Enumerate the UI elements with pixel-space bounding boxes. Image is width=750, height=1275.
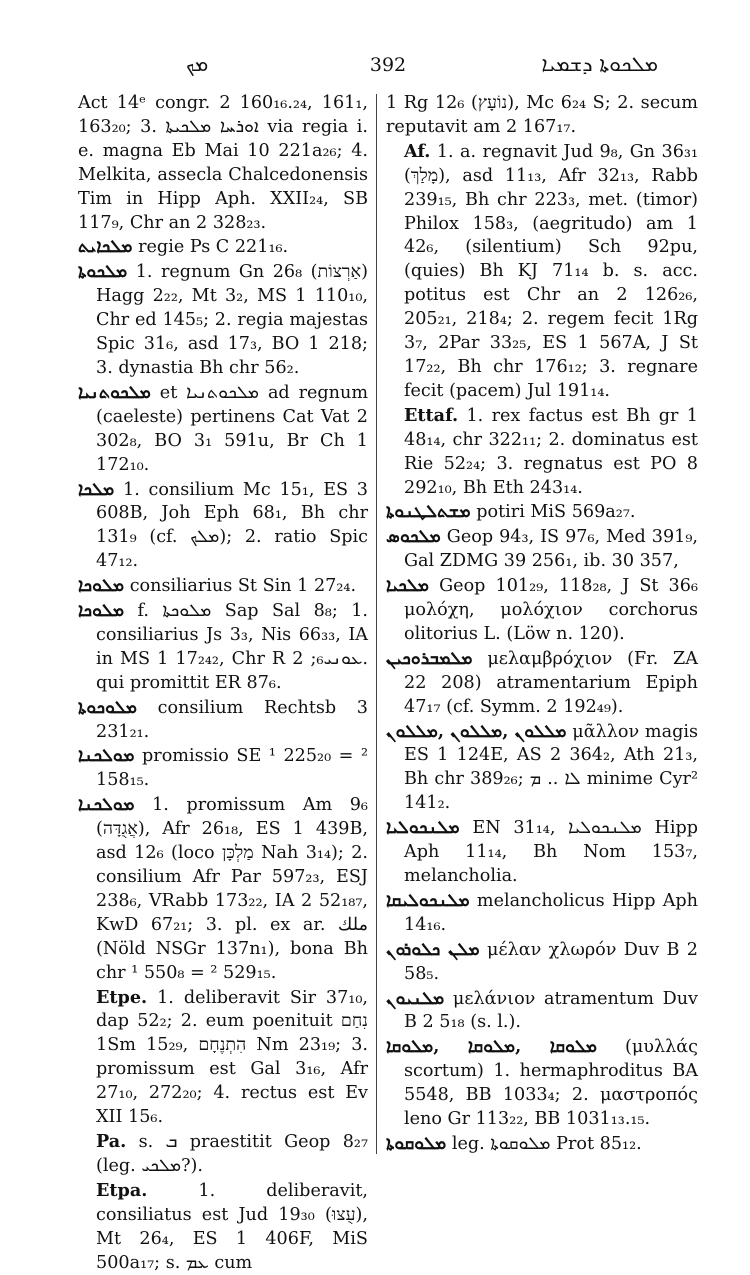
- entry-text: (μυλλάς scortum) 1. hermaphroditus BA 5548, BB 1033₄; 2. μαστροπός leno Gr 113₂₂, BB 1031₁₃.₁₅.: [404, 1037, 699, 1130]
- right-column: [386, 92, 698, 1157]
- dictionary-entry: [78, 574, 368, 599]
- dictionary-entry: [386, 574, 698, 647]
- entry-text: consiliarius St Sin 1 27₂₄.: [129, 576, 357, 597]
- entry-stem-label: Af.: [404, 140, 431, 162]
- entry-text: 1. deliberavit Sir 37₁₀, dap 52₂; 2. eum poenituit נִחַם 1Sm 15₂₉, הִתְנֶחָם Nm 23₁₉; 3. promissum est Gal 3₁₆, Afr 27₁₀, 272₂₀; 4. rectus est Ev XII 15₆.: [96, 987, 368, 1128]
- entry-headword: ܡܠܟܘܬܢܝܐ: [78, 381, 151, 403]
- entry-headword: ܡܠܘܩܘܬܐ: [386, 1132, 447, 1154]
- dictionary-entry: [386, 500, 698, 525]
- entry-text: Act 14ᵉ congr. 2 160₁₆.₂₄, 161₁, 163₂₀; 3. ܐܘܪܚܐ ܡܠܟܝܬܐ via regia i. e. magna Eb Mai 10 221a₂₆; 4. Melkita, assecla Chalcedonensis Tim in Hipp Aph. XXII₂₄, SB 117₉, Chr an 2 328₂₃.: [78, 93, 368, 233]
- entry-headword: ܡܠܟܐ: [78, 478, 115, 500]
- dictionary-entry: [78, 260, 368, 381]
- entry-text: 1. deliberavit, consiliatus est Jud 19₃₀ (עֻצוּ), Mt 26₄, ES 1 406F, MiS 500a₁₇; s. ܥܡ cum: [96, 1180, 368, 1273]
- entry-headword: ܡܫܬܠܛܢܘܬܐ: [386, 501, 471, 523]
- dictionary-entry: [78, 986, 368, 1130]
- dictionary-entry: [78, 92, 368, 235]
- entry-headword: ܡܠܢܟܘܠܝܐ: [386, 817, 460, 839]
- entry-text: s. ܒ praestitit Geop 8₂₇ (leg. ܡܠܟܝ?).: [96, 1131, 369, 1176]
- entry-headword: ܡܠܠܘܢ ,ܡܠܠܘܢ ,ܡܠܠܘܢ: [386, 720, 567, 742]
- entry-headword: ܡܠܟܘܣ: [386, 526, 441, 548]
- dictionary-entry: [78, 1130, 368, 1179]
- dictionary-entry: [386, 938, 698, 987]
- entry-text: 1. a. regnavit Jud 9₈, Gn 36₃₁ (מָלַךְ), asd 11₁₃, Afr 32₁₃, Rabb 239₁₅, Bh chr 223₃, met. (timor) Philox 158₃, (aegritudo) am 1 42₆, (silentium) Sch 92pu, (quies) Bh KJ 71₁₄ b. s. acc. potitus est Chr an 2 126₂₆, 205₂₁, 218₄; 2. regem fecit 1Rg 3₇, 2Par 33₂₅, ES 1 567A, J St 17₂₂, Bh chr 176₁₂; 3. regnare fecit (pacem) Jul 191₁₄.: [404, 141, 698, 401]
- entry-text: μᾶλλον magis ES 1 124E, AS 2 364₂, Ath 21₃, Bh chr 389₂₆; ܠܐ .. ܡ minime Cyr² 141₂.: [404, 721, 699, 814]
- dictionary-entry: [386, 816, 698, 889]
- entry-headword: ܡܘܠܟܢܐ: [78, 794, 135, 816]
- entry-headword: ܡܠܘܟܐ: [78, 600, 125, 622]
- dictionary-entry: [78, 381, 368, 478]
- entry-text: Geop 94₃, IS 97₆, Med 391₉, Gal ZDMG 39 256₁, ib. 30 357,: [404, 527, 698, 572]
- dictionary-entry: [386, 1132, 698, 1157]
- entry-text: 1. promissum Am 9₆ (אֲגֻדָּה), Afr 26₁₈, ES 1 439B, asd 12₆ (loco מַלְכָּן Nah 3₁₄); 2. consilium Afr Par 597₂₃, ESJ 238₆, VRabb 173₂₂, IA 2 52₁₈₇, KwD 67₂₁; 3. pl. ex ar. ملك (Nöld NSGr 137n₁), bona Bh chr ¹ 550₈ = ² 529₁₅.: [96, 795, 368, 983]
- entry-text: f. ܡܠܘܟܬܐ Sap Sal 8₈; 1. consiliarius Js 3₃, Nis 66₃₃, IA in MS 1 17₂₄₂, Chr R ܥܘܢܝ₆; 2. qui promittit ER 87₆.: [96, 601, 368, 693]
- entry-text: 1. regnum Gn 26₈ (אַרְצוֹת) Hagg 2₂₂, Mt 3₂, MS 1 110₁₀, Chr ed 145₅; 2. regia majestas Spic 31₆, asd 17₃, BO 1 218; 3. dynastia Bh chr 56₂.: [96, 262, 368, 378]
- running-header: [78, 52, 698, 82]
- dictionary-entry: [386, 525, 698, 574]
- entry-text: consilium Rechtsb 3 231₂₁.: [96, 697, 368, 742]
- dictionary-entry: [78, 696, 368, 745]
- entry-text: EN 31₁₄, ܡܠܢܟܘܠܝܐ Hipp Aph 11₁₄, Bh Nom 153₇, melancholia.: [404, 818, 699, 886]
- dictionary-entry: [386, 889, 698, 938]
- entry-text: leg. ܡܠܘܩܘܬܐ Prot 85₁₂.: [451, 1133, 642, 1154]
- dictionary-entry: [386, 92, 698, 140]
- header-left-syriac: ܡܟ: [186, 52, 209, 76]
- dictionary-entry: [78, 1179, 368, 1275]
- dictionary-entry: [386, 1035, 698, 1132]
- entry-headword: ܡܠܡܒܪܘܟܝܢ: [386, 647, 473, 669]
- entry-text: 1. rex factus est Bh gr 1 48₁₄, chr 322₁₁; 2. dominatus est Rie 52₂₄; 3. regnatus est PO 8 292₁₀, Bh Eth 243₁₄.: [404, 405, 698, 498]
- header-right-syriac: ܡܠܟܘܬܐ ܕܫܡܝܐ: [541, 52, 658, 76]
- entry-stem-label: Etpe.: [96, 986, 148, 1008]
- dictionary-entry: [386, 987, 698, 1036]
- entry-headword: ܡܠܘܟܘܬܐ: [78, 696, 138, 718]
- dictionary-entry: [386, 647, 698, 720]
- entry-headword: ܡܠܟܐܝܬ: [78, 236, 133, 258]
- entry-headword: ܡܠܘܩܐ ,ܡܠܘܩܐ ,ܡܠܘܩܐ: [386, 1036, 598, 1058]
- entry-stem-label: Ettaf.: [404, 404, 459, 426]
- entry-text: 1 Rg 12₆ (נוֹעָץ), Mc 6₂₄ S; 2. secum reputavit am 2 167₁₇.: [386, 93, 698, 137]
- dictionary-entry: [78, 235, 368, 260]
- dictionary-entry: [78, 744, 368, 793]
- entry-text: 1. consilium Mc 15₁, ES 3 608B, Joh Eph 68₁, Bh chr 131₉ (cf. ܡܠܟ); 2. ratio Spic 47₁₂.: [96, 479, 369, 572]
- entry-stem-label: Pa.: [96, 1130, 127, 1152]
- entry-text: μελαμβρόχιον (Fr. ZA 22 208) atramentarium Epiph 47₁₇ (cf. Symm. 2 192₄₉).: [404, 648, 698, 717]
- entry-headword: ܡܠܟܘܬܐ: [78, 261, 128, 283]
- entry-headword: ܡܠܟܝܐ: [386, 575, 430, 597]
- dictionary-entry: [386, 720, 698, 817]
- entry-headword: ܡܠܢܝܘܢ: [386, 987, 445, 1009]
- entry-text: μελάνιον atramentum Duv B 2 5₁₈ (s. l.).: [404, 988, 698, 1033]
- entry-text: regie Ps C 221₁₆.: [138, 237, 289, 258]
- dictionary-entry: [78, 793, 368, 985]
- entry-text: Geop 101₂₉, 118₂₈, J St 36₆ μολόχη, μολόχιον corchorus olitorius L. (Löw n. 120).: [404, 576, 698, 644]
- page-number: 392: [369, 54, 407, 76]
- entry-headword: ܡܠܢ ܟܠܘܪܘܢ: [386, 938, 480, 960]
- column-divider: [376, 94, 377, 1154]
- entry-text: et ܡܠܟܘܬܢܝܐ ad regnum (caeleste) pertinens Cat Vat 2 302₈, BO 3₁ 591u, Br Ch 1 172₁₀.: [96, 382, 369, 475]
- entry-headword: ܡܠܢܟܘܠܝܩܐ: [386, 889, 470, 911]
- dictionary-entry: [386, 140, 698, 404]
- dictionary-entry: [386, 404, 698, 501]
- entry-headword: ܡܘܠܟܢܐ: [78, 745, 135, 767]
- left-column: [78, 92, 368, 1275]
- entry-text: μέλαν χλωρόν Duv B 2 58₅.: [404, 939, 698, 984]
- dictionary-entry: [78, 478, 368, 575]
- entry-stem-label: Etpa.: [96, 1179, 148, 1201]
- dictionary-entry: [78, 599, 368, 696]
- entry-text: melancholicus Hipp Aph 14₁₆.: [404, 890, 699, 935]
- entry-headword: ܡܠܘܟܐ: [78, 575, 125, 597]
- entry-text: promissio SE ¹ 225₂₀ = ² 158₁₅.: [96, 746, 369, 791]
- entry-text: potiri MiS 569a₂₇.: [476, 502, 636, 523]
